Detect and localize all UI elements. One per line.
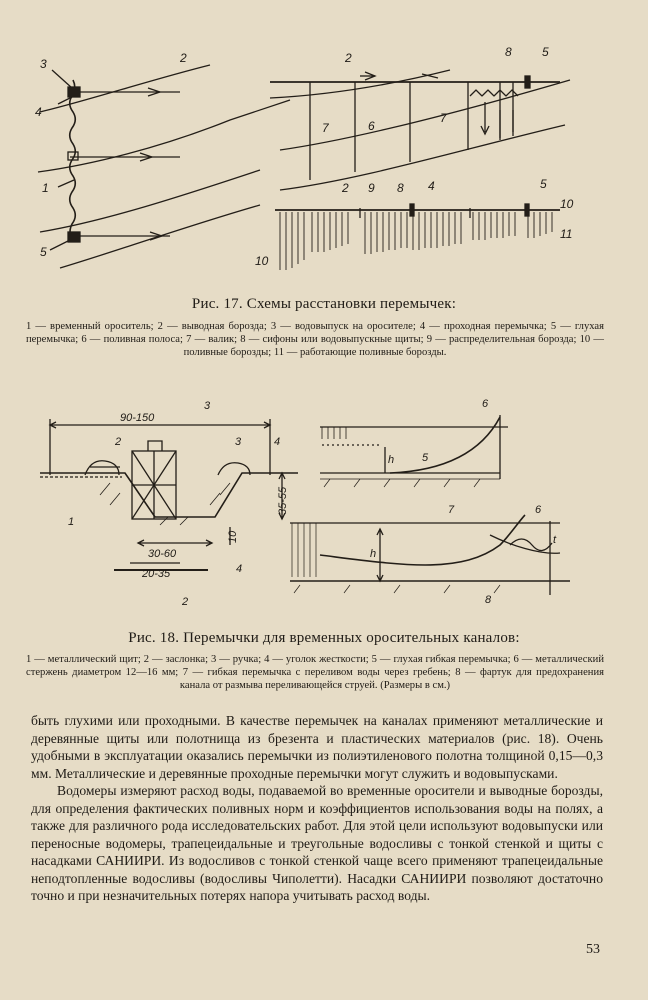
figure-18-diagram (30, 395, 590, 620)
fig18-br-label-t: t (553, 534, 557, 546)
figure-18-caption: Рис. 18. Перемычки для временных оросительных каналов: (128, 630, 520, 646)
fig17-label-5: 5 (40, 245, 47, 259)
fig18-dim-detail: 20-35 (142, 568, 171, 580)
fig18-label-3b: 3 (235, 436, 242, 448)
fig18-label-4a: 4 (274, 436, 281, 448)
fig17-tr-label-7b: 7 (440, 111, 447, 125)
paragraph-1: быть глухими или проходными. В качестве перемычек на каналах применяют металлические и деревянные щиты или полотнища из брезента и пластических материалов (рис. 18). Очень удобными в эксплуатации оказались перемычки из полиэтиленового полотна толщиной 0,15—0,3 мм. Металлические и деревянные проходные перемычки могут служить и водовыпусками. (31, 713, 603, 781)
fig17-br-label-4: 4 (428, 179, 435, 193)
fig18-tr-label-h: h (388, 454, 395, 466)
fig17-br-label-11: 11 (560, 227, 573, 241)
fig18-label-3a: 3 (204, 400, 211, 412)
fig17-br-label-9: 9 (368, 181, 375, 195)
body-text (31, 712, 603, 905)
fig18-br-label-6: 6 (535, 504, 542, 516)
fig17-br-label-8: 8 (397, 181, 404, 195)
fig17-tr-label-5: 5 (542, 45, 549, 59)
figure-18-legend: 1 — металлический щит; 2 — заслонка; 3 — ручка; 4 — уголок жесткости; 5 — глухая гибкая перемычка; 6 — металлический стержень диаметром 12—16 мм; 7 — гибкая перемычка с переливом воды через гребень; 8 — фартук для предохранения канала от размыва переливающейся струей. (Размеры в см.) (26, 654, 604, 691)
paragraph-2: Водомеры измеряют расход воды, подаваемой во временные оросители и выводные борозды, для определения фактических поливных норм и коэффициентов использования воды на полях, а также для различного рода исследовательских работ. Для этой цели используют водовыпуски или переносные водомеры, трапецеидальные и треугольные водосливы с тонкой стенкой и щиты с насадками САНИИРИ. Из водосливов с тонкой стенкой чаще всего применяют трапецеидальные неподтопленные водосливы (водосливы Чиполетти). Насадки САНИИРИ позволяют достаточно точно и при незначительных потерях напора учитывать расход воды. (31, 783, 603, 903)
fig17-br-label-2: 2 (342, 181, 349, 195)
page-number: 53 (586, 942, 600, 957)
fig18-dim-top: 90-150 (120, 412, 155, 424)
figure-17-legend: 1 — временный ороситель; 2 — выводная борозда; 3 — водовыпуск на оросителе; 4 — проходная перемычка; 5 — глухая перемычка; 6 — поливная полоса; 7 — валик; 8 — сифоны или водовыпускные щиты; 9 — распределительная борозда; 10 — поливные борозды; 11 — работающие поливные борозды. (26, 321, 604, 358)
fig17-label-2: 2 (180, 51, 187, 65)
fig18-br-label-h: h (370, 548, 377, 560)
fig17-br-label-5: 5 (540, 177, 547, 191)
fig17-tr-label-2: 2 (345, 51, 352, 65)
figure-17-diagram (30, 40, 590, 275)
fig17-br-label-10b: 10 (255, 254, 269, 268)
fig18-dim-bottom: 30-60 (148, 548, 177, 560)
fig18-tr-label-6: 6 (482, 398, 489, 410)
fig18-br-label-7: 7 (448, 504, 455, 516)
fig18-dim-small: 10 (227, 530, 239, 543)
fig17-label-1: 1 (42, 181, 49, 195)
fig17-label-3: 3 (40, 57, 47, 71)
fig18-tr-label-5: 5 (422, 452, 429, 464)
fig18-label-2a: 2 (115, 436, 122, 448)
fig17-br-label-10a: 10 (560, 197, 574, 211)
fig18-label-2b: 2 (182, 596, 189, 608)
fig18-label-1: 1 (68, 516, 75, 528)
fig17-tr-label-7a: 7 (322, 121, 329, 135)
fig18-label-4b: 4 (236, 563, 243, 575)
fig17-label-4: 4 (35, 105, 42, 119)
figure-17-caption: Рис. 17. Схемы расстановки перемычек: (191, 296, 457, 312)
fig18-br-label-8: 8 (485, 594, 492, 606)
fig18-dim-depth: 35-55 (277, 486, 289, 515)
fig17-tr-label-8: 8 (505, 45, 512, 59)
fig17-tr-label-6: 6 (368, 119, 375, 133)
